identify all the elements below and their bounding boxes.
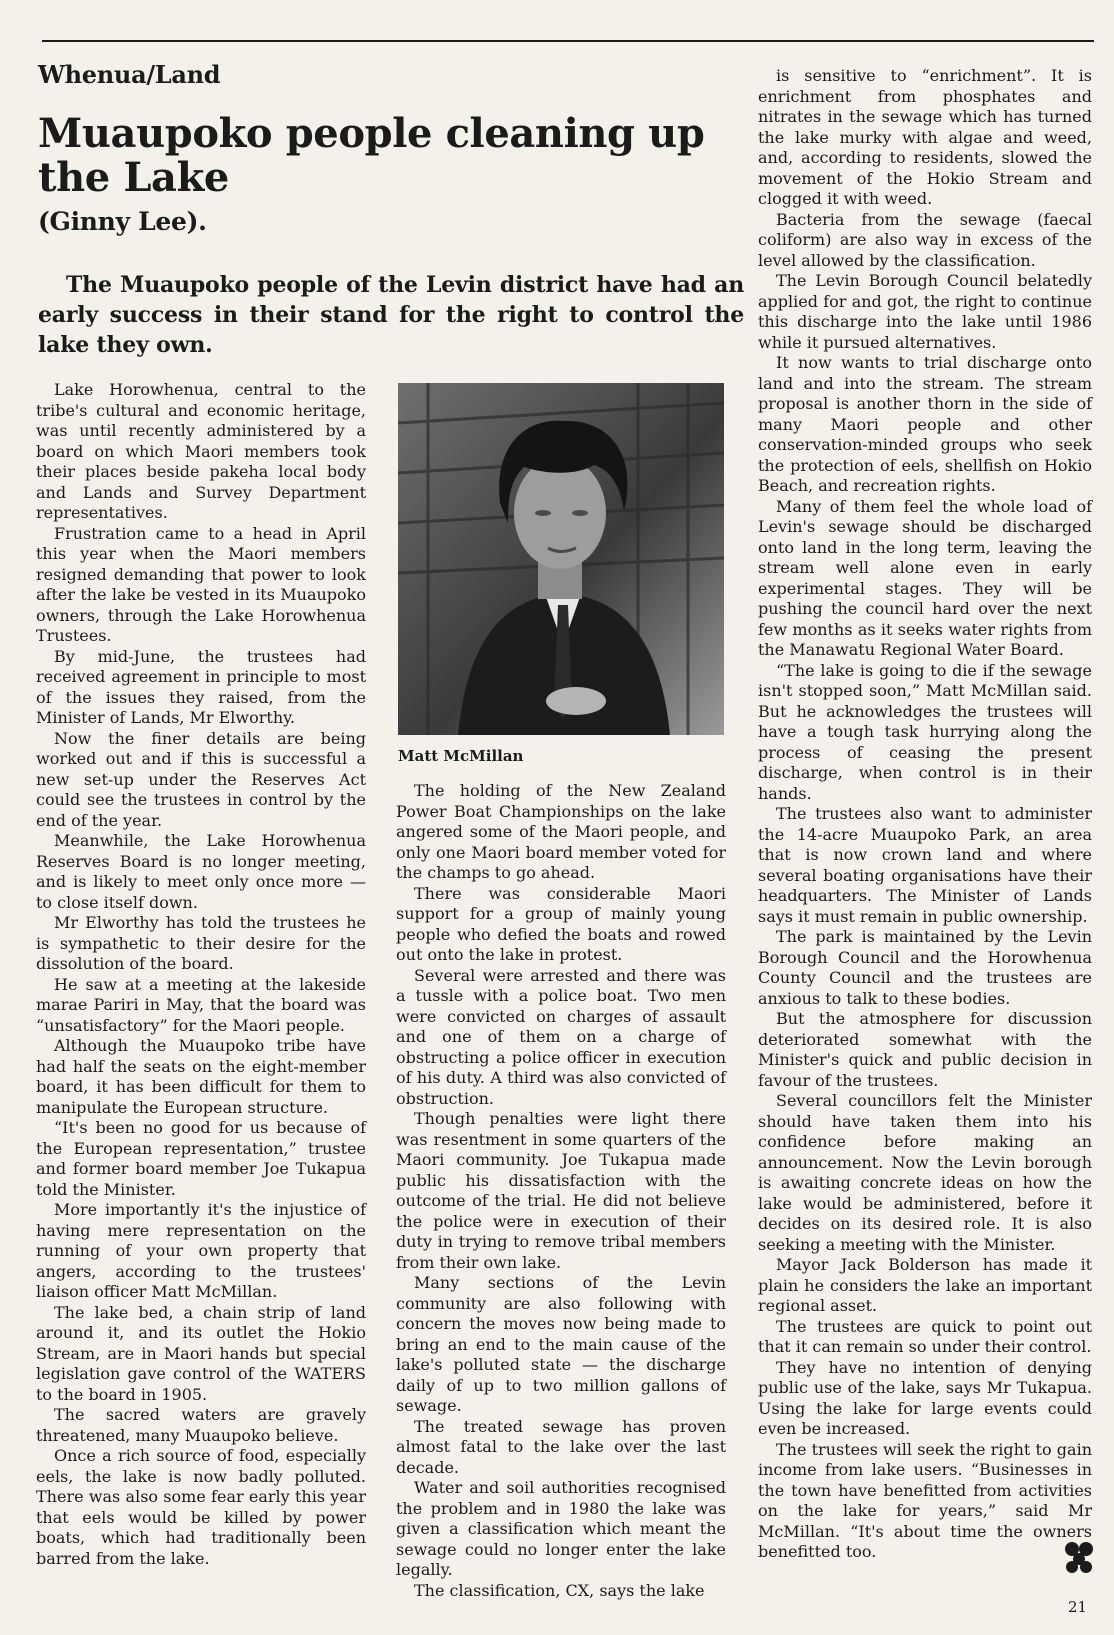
article-column-3 [758, 66, 1092, 1563]
paragraph: By mid-June, the trustees had received agreement in principle to most of the issues they raised, from the Minister of Lands, Mr Elworthy. [36, 646, 366, 727]
paragraph: Water and soil authorities recognised the problem and in 1980 the lake was given a classification which meant the sewage could no longer enter the lake legally. [396, 1478, 726, 1579]
article-column-2 [396, 781, 726, 1601]
paragraph: The trustees are quick to point out that it can remain so under their control. [758, 1316, 1092, 1356]
paragraph: Meanwhile, the Lake Horowhenua Reserves Board is no longer meeting, and is likely to meet only once more — to close itself down. [36, 831, 366, 912]
photo-caption: Matt McMillan [398, 747, 524, 765]
paragraph: The park is maintained by the Levin Borough Council and the Horowhenua County Council and the trustees are anxious to talk to these bodies. [758, 927, 1092, 1008]
paragraph: The treated sewage has proven almost fatal to the lake over the last decade. [396, 1416, 726, 1477]
paragraph: He saw at a meeting at the lakeside marae Pariri in May, that the board was “unsatisfactory” for the Maori people. [36, 974, 366, 1035]
paragraph: Once a rich source of food, especially eels, the lake is now badly polluted. There was also some fear early this year that eels would be killed by power boats, which had traditionally been barred from the lake. [36, 1446, 366, 1568]
end-mark-icon [1064, 1540, 1094, 1574]
page-number: 21 [1068, 1598, 1088, 1616]
paragraph: Lake Horowhenua, central to the tribe's cultural and economic heritage, was until recently administered by a board on which Maori members took their places beside pakeha local body and Lands and Survey Department representatives. [36, 380, 366, 522]
paragraph: Several councillors felt the Minister should have taken them into his confidence before making an announcement. Now the Levin borough is awaiting concrete ideas on how the lake would be administered, before it decides on its desired role. It is also seeking a meeting with the Minister. [758, 1091, 1092, 1254]
paragraph: The holding of the New Zealand Power Boat Championships on the lake angered some of the Maori people, and only one Maori board member voted for the champs to go ahead. [396, 781, 726, 882]
paragraph: The classification, CX, says the lake [414, 1580, 705, 1600]
paragraph: is sensitive to “enrichment”. It is enrichment from phosphates and nitrates in the sewage which has turned the lake murky with algae and weed, and, according to residents, slowed the movement of the Hokio Stream and clogged it with weed. [758, 66, 1092, 208]
paragraph: It now wants to trial discharge onto land and into the stream. The stream proposal is another thorn in the side of many Maori people and other conservation-minded groups who seek the protection of eels, shellfish on Hokio Beach, and recreation rights. [758, 353, 1092, 495]
paragraph: But the atmosphere for discussion deteriorated somewhat with the Minister's quick and public decision in favour of the trustees. [758, 1009, 1092, 1090]
paragraph: The trustees will seek the right to gain income from lake users. “Businesses in the town have benefitted from activities on the lake for years,” said Mr McMillan. “It's about time the owners benefitted too. [758, 1439, 1092, 1561]
paragraph: More importantly it's the injustice of having mere representation on the running of your own property that angers, according to the trustees' liaison officer Matt McMillan. [36, 1200, 366, 1301]
paragraph: Mr Elworthy has told the trustees he is sympathetic to their desire for the dissolution of the board. [36, 913, 366, 973]
headline: Muaupoko people cleaning up the Lake [38, 110, 705, 201]
paragraph: Bacteria from the sewage (faecal coliform) are also way in excess of the level allowed by the classification. [758, 209, 1092, 270]
paragraph: Many sections of the Levin community are also following with concern the moves now being made to bring an end to the main cause of the lake's polluted state — the discharge daily of up to two million gallons of sewage. [396, 1273, 726, 1415]
paragraph: Frustration came to a head in April this year when the Maori members resigned demanding that power to look after the lake be vested in its Muaupoko owners, through the Lake Horowhenua Trustees. [36, 523, 366, 645]
standfirst: The Muaupoko people of the Levin district have had an early success in their stand for the right to control the lake they own. [38, 272, 744, 358]
portrait-illustration [398, 383, 724, 735]
byline: (Ginny Lee). [38, 207, 207, 236]
paragraph: The lake bed, a chain strip of land around it, and its outlet the Hokio Stream, are in Maori hands but special legislation gave control of the WATERS to the board in 1905. [36, 1302, 366, 1404]
paragraph: Although the Muaupoko tribe have had half the seats on the eight-member board, it has been difficult for them to manipulate the European structure. [36, 1036, 366, 1117]
top-rule [42, 40, 1094, 42]
paragraph: The sacred waters are gravely threatened, many Muaupoko believe. [36, 1405, 366, 1445]
paragraph: “It's been no good for us because of the European representation,” trustee and former board member Joe Tukapua told the Minister. [36, 1118, 366, 1199]
paragraph: The trustees also want to administer the 14-acre Muaupoko Park, an area that is now crown land and where several boating organisations have their headquarters. The Minister of Lands says it must remain in public ownership. [758, 804, 1092, 926]
paragraph: They have no intention of denying public use of the lake, says Mr Tukapua. Using the lake for large events could even be increased. [758, 1357, 1092, 1438]
paragraph: Many of them feel the whole load of Levin's sewage should be discharged onto land in the long term, leaving the stream well alone even in early experimental stages. They will be pushing the council hard over the next few months as it seeks water rights from the Manawatu Regional Water Board. [758, 496, 1092, 659]
paragraph: There was considerable Maori support for a group of mainly young people who defied the boats and rowed out onto the lake in protest. [396, 883, 726, 964]
paragraph: Though penalties were light there was resentment in some quarters of the Maori community. Joe Tukapua made public his dissatisfaction with the outcome of the trial. He did not believe the police were in execution of their duty in trying to remove tribal members from their own lake. [396, 1109, 726, 1272]
paragraph: Mayor Jack Bolderson has made it plain he considers the lake an important regional asset. [758, 1255, 1092, 1315]
paragraph: “The lake is going to die if the sewage isn't stopped soon,” Matt McMillan said. But he acknowledges the trustees will have a tough task hurrying along the process of ceasing the present discharge, when control is in their hands. [758, 660, 1092, 803]
article-column-1 [36, 380, 366, 1569]
paragraph: Several were arrested and there was a tussle with a police boat. Two men were convicted on charges of assault and one of them on a charge of obstructing a police officer in execution of his duty. A third was also convicted of obstruction. [396, 965, 726, 1108]
paragraph: The Levin Borough Council belatedly applied for and got, the right to continue this discharge into the lake until 1986 while it pursued alternatives. [758, 271, 1092, 352]
paragraph: Now the finer details are being worked out and if this is successful a new set-up under the Reserves Act could see the trustees in control by the end of the year. [36, 728, 366, 830]
section-label: Whenua/Land [38, 60, 221, 89]
portrait-photo [398, 383, 724, 735]
